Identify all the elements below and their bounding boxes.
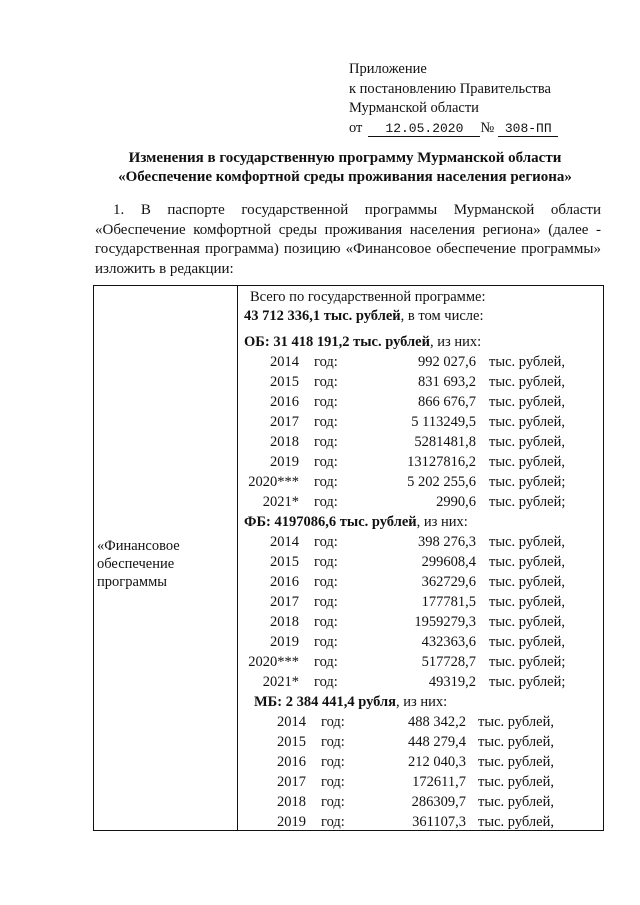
year-suffix-cell: год: [314, 674, 338, 690]
unit-cell: тыс. рублей, [489, 554, 565, 570]
year-suffix-cell: год: [314, 654, 338, 670]
appendix-title: Приложение [349, 61, 427, 77]
unit-cell: тыс. рублей, [478, 774, 554, 790]
amount-cell: 866 676,7 [418, 394, 476, 410]
table-row [244, 812, 584, 831]
year-suffix-cell: год: [321, 774, 345, 790]
table-row [244, 532, 584, 552]
year-suffix-cell: год: [321, 734, 345, 750]
unit-cell: тыс. рублей, [478, 734, 554, 750]
table-row [244, 352, 584, 372]
year-cell: 2014 [270, 354, 299, 370]
unit-cell: тыс. рублей; [489, 474, 566, 490]
unit-cell: тыс. рублей; [489, 654, 566, 670]
table-row [244, 592, 584, 612]
table-row [244, 772, 584, 792]
table-row [244, 612, 584, 632]
year-suffix-cell: год: [314, 374, 338, 390]
year-cell: 2021* [262, 674, 299, 690]
unit-cell: тыс. рублей, [489, 394, 565, 410]
year-suffix-cell: год: [314, 414, 338, 430]
amount-cell: 5281481,8 [414, 434, 476, 450]
unit-cell: тыс. рублей, [489, 354, 565, 370]
number-label: № [480, 119, 495, 136]
year-cell: 2017 [270, 414, 299, 430]
appendix-region-line: Мурманской области [349, 100, 479, 116]
amount-cell: 831 693,2 [418, 374, 476, 390]
amount-cell: 517728,7 [421, 654, 476, 670]
unit-cell: тыс. рублей, [489, 454, 565, 470]
unit-cell: тыс. рублей, [489, 434, 565, 450]
unit-cell: тыс. рублей, [489, 594, 565, 610]
amount-cell: 432363,6 [421, 634, 476, 650]
amount-cell: 362729,6 [421, 574, 476, 590]
amount-cell: 212 040,3 [408, 754, 466, 770]
table-row [244, 452, 584, 472]
total-text: Всего по государственной программе: [250, 289, 486, 305]
table-row [244, 492, 584, 512]
appendix-block [349, 60, 558, 138]
title-line-1: Изменения в государственную программу Мурманской области [128, 150, 562, 166]
year-cell: 2015 [277, 734, 306, 750]
amount-cell: 172611,7 [412, 774, 466, 790]
year-cell: 2018 [270, 434, 299, 450]
year-suffix-cell: год: [314, 434, 338, 450]
column-divider [237, 286, 238, 830]
year-suffix-cell: год: [314, 474, 338, 490]
unit-cell: тыс. рублей, [489, 414, 565, 430]
mb-suffix: , из них: [396, 694, 448, 710]
year-suffix-cell: год: [321, 714, 345, 730]
unit-cell: тыс. рублей, [489, 574, 565, 590]
title-line-2: «Обеспечение комфортной среды проживания населения региона» [118, 169, 572, 185]
year-cell: 2014 [270, 534, 299, 550]
amount-cell: 5 202 255,6 [407, 474, 476, 490]
fb-suffix: , из них: [416, 514, 468, 530]
table-row [244, 652, 584, 672]
amount-cell: 49319,2 [428, 674, 476, 690]
year-cell: 2016 [270, 574, 299, 590]
year-cell: 2016 [270, 394, 299, 410]
year-suffix-cell: год: [314, 614, 338, 630]
year-cell: 2019 [270, 454, 299, 470]
year-suffix-cell: год: [314, 594, 338, 610]
year-suffix-cell: год: [314, 394, 338, 410]
ob-head: ОБ: 31 418 191,2 тыс. рублей [244, 334, 430, 350]
unit-cell: тыс. рублей, [489, 534, 565, 550]
unit-cell: тыс. рублей; [489, 494, 566, 510]
year-cell: 2021* [262, 494, 299, 510]
year-suffix-cell: год: [314, 454, 338, 470]
intro-line-2: «Обеспечение комфортной среды проживания населения региона» (далее - [95, 221, 601, 238]
decree-number: 308-ПП [498, 121, 558, 137]
intro-line-3: государственная программа) позицию «Финансовое обеспечение программы» [95, 241, 601, 257]
document-title [60, 149, 630, 187]
unit-cell: тыс. рублей, [478, 754, 554, 770]
table-row [244, 552, 584, 572]
fb-head: ФБ: 4197086,6 тыс. рублей [244, 514, 417, 530]
unit-cell: тыс. рублей; [489, 674, 566, 690]
unit-cell: тыс. рублей, [478, 794, 554, 810]
amount-cell: 286309,7 [411, 794, 466, 810]
decree-date: 12.05.2020 [368, 121, 480, 137]
unit-cell: тыс. рублей, [489, 634, 565, 650]
appendix-decree-line: к постановлению Правительства [349, 80, 551, 97]
unit-cell: тыс. рублей, [478, 814, 554, 830]
amount-cell: 2990,6 [436, 494, 476, 510]
table-row [244, 732, 584, 752]
year-suffix-cell: год: [314, 534, 338, 550]
year-cell: 2018 [270, 614, 299, 630]
mb-heading [254, 692, 447, 712]
intro-line-4: изложить в редакции: [95, 260, 234, 277]
year-suffix-cell: год: [321, 794, 345, 810]
from-label: от [349, 119, 363, 136]
year-cell: 2018 [277, 794, 306, 810]
amount-cell: 299608,4 [421, 554, 476, 570]
unit-cell: тыс. рублей, [478, 714, 554, 730]
table-row [244, 672, 584, 692]
year-suffix-cell: год: [314, 554, 338, 570]
table-row [244, 392, 584, 412]
table-row [244, 432, 584, 452]
amount-cell: 488 342,2 [408, 714, 466, 730]
table-row [244, 792, 584, 812]
financing-label-cell [97, 537, 180, 591]
total-suffix: , в том числе: [400, 308, 484, 324]
amount-cell: 992 027,6 [418, 354, 476, 370]
amount-cell: 448 279,4 [408, 734, 466, 750]
year-cell: 2015 [270, 554, 299, 570]
ob-heading [244, 332, 481, 352]
table-row [244, 412, 584, 432]
year-suffix-cell: год: [321, 754, 345, 770]
label-line-3: программы [97, 574, 167, 590]
year-cell: 2017 [277, 774, 306, 790]
unit-cell: тыс. рублей, [489, 614, 565, 630]
year-cell: 2017 [270, 594, 299, 610]
year-cell: 2015 [270, 374, 299, 390]
year-cell: 2019 [277, 814, 306, 830]
year-cell: 2019 [270, 634, 299, 650]
financing-table [93, 285, 604, 831]
total-amount: 43 712 336,1 тыс. рублей [244, 308, 401, 324]
year-suffix-cell: год: [321, 814, 345, 830]
amount-cell: 398 276,3 [418, 534, 476, 550]
amount-cell: 5 113249,5 [411, 414, 476, 430]
label-line-1: «Финансовое [97, 538, 180, 554]
intro-paragraph [95, 201, 601, 279]
amount-cell: 361107,3 [412, 814, 466, 830]
fb-heading [244, 512, 468, 532]
appendix-date-line [349, 119, 558, 139]
total-line [244, 306, 483, 326]
year-cell: 2016 [277, 754, 306, 770]
intro-line-1: 1. В паспорте государственной программы Мурманской области [113, 202, 601, 218]
table-row [244, 472, 584, 492]
year-cell: 2020*** [248, 654, 299, 670]
table-row [244, 752, 584, 772]
mb-head: МБ: 2 384 441,4 рубля [254, 694, 397, 710]
table-row [244, 572, 584, 592]
year-suffix-cell: год: [314, 494, 338, 510]
year-suffix-cell: год: [314, 634, 338, 650]
year-cell: 2020*** [248, 474, 299, 490]
year-cell: 2014 [277, 714, 306, 730]
table-row [244, 372, 584, 392]
year-suffix-cell: год: [314, 354, 338, 370]
label-line-2: обеспечение [97, 556, 175, 572]
table-row [244, 712, 584, 732]
amount-cell: 13127816,2 [407, 454, 476, 470]
amount-cell: 177781,5 [421, 594, 476, 610]
unit-cell: тыс. рублей, [489, 374, 565, 390]
table-row [244, 632, 584, 652]
year-suffix-cell: год: [314, 574, 338, 590]
amount-cell: 1959279,3 [414, 614, 476, 630]
ob-suffix: , из них: [429, 334, 482, 350]
